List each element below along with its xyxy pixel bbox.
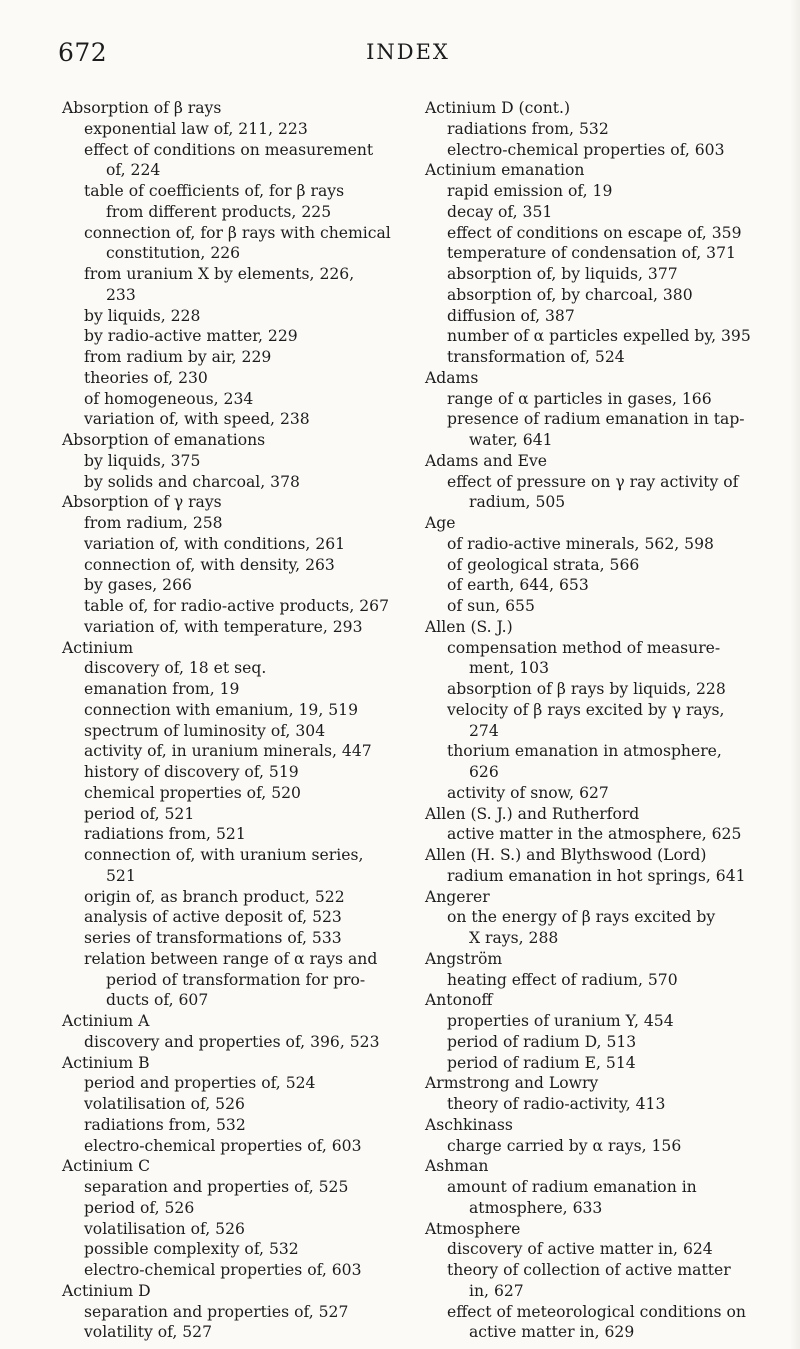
index-heading [425,887,770,908]
index-heading [425,368,770,389]
index-line: amount of radium emanation in [447,1178,697,1196]
index-line: absorption of, by liquids, 377 [447,265,678,283]
index-subentry [62,741,400,762]
index-line: absorption of, by charcoal, 380 [447,285,693,304]
index-heading [425,160,770,181]
index-subentry [425,140,770,161]
index-line: Allen (H. S.) and Blythswood (Lord) [425,846,707,864]
index-line: connection with emanium, 19, 519 [84,700,359,719]
index-line: radiations from, 532 [447,119,609,138]
index-line: Absorption of emanations [62,431,266,449]
index-line: activity of, in uranium minerals, 447 [84,742,372,761]
index-line: radium, 505 [469,493,566,512]
index-subentry [425,700,770,742]
index-heading [425,1219,770,1240]
index-line: chemical properties of, 520 [84,783,301,802]
index-line: absorption of β rays by liquids, 228 [447,680,726,698]
index-subentry [425,1136,770,1157]
index-line: of, 224 [106,161,161,180]
index-line: heating effect of radium, 570 [447,970,678,989]
index-subentry [62,223,400,265]
index-subentry [62,658,400,679]
page-header [58,38,758,68]
index-line: constitution, 226 [106,244,241,263]
index-line: Ashman [425,1157,489,1176]
index-subentry [62,472,400,493]
index-heading [425,451,770,472]
index-line: connection of, with uranium series, [84,846,364,864]
index-subentry [425,202,770,223]
index-subentry [425,1302,770,1344]
index-line: decay of, 351 [447,202,553,221]
index-subentry [62,907,400,928]
index-subentry [425,119,770,140]
index-line: 626 [469,763,499,781]
index-subentry [62,451,400,472]
index-subentry [62,513,400,534]
index-line: variation of, with speed, 238 [84,410,310,429]
index-line: theories of, 230 [84,368,208,387]
index-subentry [62,721,400,742]
index-heading [62,492,400,513]
index-subentry [62,1322,400,1343]
index-line: Allen (S. J.) [425,617,513,636]
index-column-right [425,98,770,1343]
index-subentry [62,264,400,306]
index-subentry [62,928,400,949]
index-subentry [62,1239,400,1260]
index-line: history of discovery of, 519 [84,763,299,781]
index-line: effect of conditions on escape of, 359 [447,223,742,242]
index-subentry [62,389,400,410]
index-subentry [425,472,770,514]
index-line: period of, 526 [84,1198,195,1217]
index-subentry [62,596,400,617]
index-heading [425,617,770,638]
index-line: 521 [106,866,136,885]
index-line: Atmosphere [425,1219,521,1238]
index-subentry [425,409,770,451]
index-line: exponential law of, 211, 223 [84,119,308,138]
index-subentry [62,1073,400,1094]
index-line: table of, for radio-active products, 267 [84,597,389,615]
index-line: separation and properties of, 527 [84,1302,349,1321]
index-line: thorium emanation in atmosphere, [447,742,722,761]
index-heading [425,845,770,866]
index-line: connection of, for β rays with chemical [84,223,391,242]
index-line: properties of uranium Y, 454 [447,1012,674,1030]
index-line: transformation of, 524 [447,348,625,366]
index-heading [425,1115,770,1136]
index-heading [425,1073,770,1094]
index-line: Absorption of β rays [62,99,222,117]
index-line: by gases, 266 [84,576,192,595]
running-head: INDEX [366,40,450,64]
index-subentry [425,1239,770,1260]
index-line: diffusion of, 387 [447,306,575,325]
index-line: Antonoff [425,991,493,1010]
index-subentry [425,1260,770,1302]
index-heading [425,98,770,119]
index-line: Age [425,514,456,532]
index-subentry [425,907,770,949]
index-subentry [62,1219,400,1240]
index-heading [62,1156,400,1177]
index-subentry [425,223,770,244]
index-line: theory of radio-activity, 413 [447,1095,666,1113]
index-subentry [425,243,770,264]
index-line: radium emanation in hot springs, 641 [447,866,746,885]
index-line: electro-chemical properties of, 603 [447,140,725,159]
index-line: atmosphere, 633 [469,1198,603,1217]
page-number: 672 [58,38,108,67]
index-line: effect of meteorological conditions on [447,1302,746,1321]
index-subentry [425,389,770,410]
index-subentry [62,575,400,596]
index-line: discovery and properties of, 396, 523 [84,1032,380,1051]
index-line: on the energy of β rays excited by [447,908,716,927]
index-line: of geological strata, 566 [447,555,640,574]
index-heading [62,638,400,659]
index-line: effect of pressure on γ ray activity of [447,472,739,491]
index-line: radiations from, 521 [84,825,246,844]
index-subentry [425,285,770,306]
index-subentry [62,555,400,576]
index-line: by liquids, 375 [84,451,201,470]
index-subentry [62,845,400,887]
index-line: ment, 103 [469,659,550,678]
index-subentry [62,762,400,783]
index-line: 274 [469,721,499,740]
index-line: discovery of, 18 et seq. [84,659,267,678]
index-subentry [62,181,400,223]
index-line: variation of, with conditions, 261 [84,534,346,553]
index-subentry [425,264,770,285]
index-line: effect of conditions on measurement [84,140,374,159]
index-line: rapid emission of, 19 [447,182,613,200]
index-subentry [425,534,770,555]
index-line: from different products, 225 [106,202,332,221]
index-subentry [425,181,770,202]
index-subentry [62,1302,400,1323]
index-line: by radio-active matter, 229 [84,327,298,346]
index-line: table of coefficients of, for β rays [84,182,345,200]
index-line: connection of, with density, 263 [84,555,335,574]
index-line: analysis of active deposit of, 523 [84,908,342,927]
index-line: volatilisation of, 526 [84,1095,245,1113]
index-subentry [425,1094,770,1115]
index-subentry [62,409,400,430]
index-subentry [62,1260,400,1281]
index-subentry [62,1136,400,1157]
index-subentry [62,1198,400,1219]
index-subentry [62,783,400,804]
index-line: volatility of, 527 [84,1323,213,1342]
index-subentry [425,1053,770,1074]
index-line: origin of, as branch product, 522 [84,887,345,906]
index-subentry [62,347,400,368]
index-line: from uranium X by elements, 226, [84,265,355,283]
index-subentry [62,700,400,721]
index-subentry [425,679,770,700]
index-line: Adams [425,368,479,387]
index-heading [62,1281,400,1302]
index-subentry [62,1177,400,1198]
index-line: period and properties of, 524 [84,1074,316,1093]
index-line: Actinium emanation [425,161,585,180]
index-subentry [425,306,770,327]
index-heading [425,990,770,1011]
index-line: of homogeneous, 234 [84,389,254,408]
index-line: water, 641 [469,431,553,449]
index-line: velocity of β rays excited by γ rays, [447,700,725,719]
index-line: volatilisation of, 526 [84,1219,245,1238]
index-line: Actinium [62,638,134,657]
index-subentry [425,555,770,576]
index-line: active matter in the atmosphere, 625 [447,825,742,844]
index-subentry [62,534,400,555]
index-line: by liquids, 228 [84,306,201,325]
index-subentry [62,949,400,1011]
index-heading [62,1053,400,1074]
index-heading [62,1011,400,1032]
index-line: period of radium E, 514 [447,1053,636,1072]
index-line: 233 [106,285,136,304]
index-heading [425,513,770,534]
index-subentry [425,783,770,804]
index-line: range of α particles in gases, 166 [447,389,712,408]
index-line: period of radium D, 513 [447,1032,637,1051]
index-line: Absorption of γ rays [62,493,222,512]
index-line: active matter in, 629 [469,1323,635,1342]
index-line: Adams and Eve [425,451,547,470]
index-subentry [425,638,770,680]
index-line: compensation method of measure- [447,638,721,657]
index-subentry [425,326,770,347]
index-line: from radium, 258 [84,514,223,532]
index-subentry [425,575,770,596]
index-line: possible complexity of, 532 [84,1240,299,1259]
index-line: Armstrong and Lowry [425,1074,599,1093]
index-subentry [62,1032,400,1053]
index-line: radiations from, 532 [84,1115,246,1134]
index-line: period of, 521 [84,804,195,823]
index-heading [62,98,400,119]
index-subentry [62,140,400,182]
index-line: X rays, 288 [469,929,559,947]
index-line: series of transformations of, 533 [84,929,342,947]
index-line: presence of radium emanation in tap- [447,410,745,429]
index-subentry [425,824,770,845]
index-subentry [425,347,770,368]
index-subentry [62,1094,400,1115]
index-line: variation of, with temperature, 293 [84,617,363,636]
index-line: emanation from, 19 [84,680,240,698]
index-heading [425,949,770,970]
index-subentry [425,1011,770,1032]
index-subentry [425,866,770,887]
index-subentry [425,1032,770,1053]
index-line: Allen (S. J.) and Rutherford [425,804,640,823]
index-line: relation between range of α rays and [84,949,378,968]
index-line: theory of collection of active matter [447,1261,731,1279]
index-line: activity of snow, 627 [447,783,609,802]
index-line: Actinium C [62,1157,150,1176]
index-subentry [425,741,770,783]
index-line: of radio-active minerals, 562, 598 [447,534,714,553]
page-edge-shadow [790,0,800,1349]
index-subentry [62,804,400,825]
index-subentry [62,306,400,327]
index-line: separation and properties of, 525 [84,1178,349,1196]
index-subentry [62,1115,400,1136]
index-line: Actinium B [62,1053,150,1072]
index-line: Angerer [425,887,490,906]
index-subentry [62,119,400,140]
index-line: discovery of active matter in, 624 [447,1240,713,1259]
index-line: Aschkinass [425,1115,513,1134]
index-heading [425,804,770,825]
index-subentry [62,887,400,908]
index-subentry [62,679,400,700]
index-line: Angström [425,949,503,968]
index-line: temperature of condensation of, 371 [447,244,736,263]
index-subentry [62,824,400,845]
index-line: of sun, 655 [447,597,535,615]
index-line: by solids and charcoal, 378 [84,472,300,491]
index-subentry [425,970,770,991]
index-line: from radium by air, 229 [84,348,272,366]
index-line: electro-chemical properties of, 603 [84,1261,362,1279]
index-column-left [62,98,400,1343]
index-subentry [425,596,770,617]
index-line: Actinium D (cont.) [425,99,571,117]
index-line: in, 627 [469,1281,524,1300]
index-line: period of transformation for pro- [106,970,366,989]
index-subentry [425,1177,770,1219]
index-line: charge carried by α rays, 156 [447,1136,682,1155]
index-subentry [62,368,400,389]
index-line: spectrum of luminosity of, 304 [84,721,326,740]
index-line: electro-chemical properties of, 603 [84,1136,362,1155]
index-subentry [62,326,400,347]
index-line: Actinium D [62,1281,151,1300]
index-line: of earth, 644, 653 [447,576,589,595]
index-subentry [62,617,400,638]
index-line: ducts of, 607 [106,991,209,1010]
index-line: Actinium A [62,1012,150,1030]
index-heading [62,430,400,451]
index-line: number of α particles expelled by, 395 [447,327,751,346]
index-heading [425,1156,770,1177]
